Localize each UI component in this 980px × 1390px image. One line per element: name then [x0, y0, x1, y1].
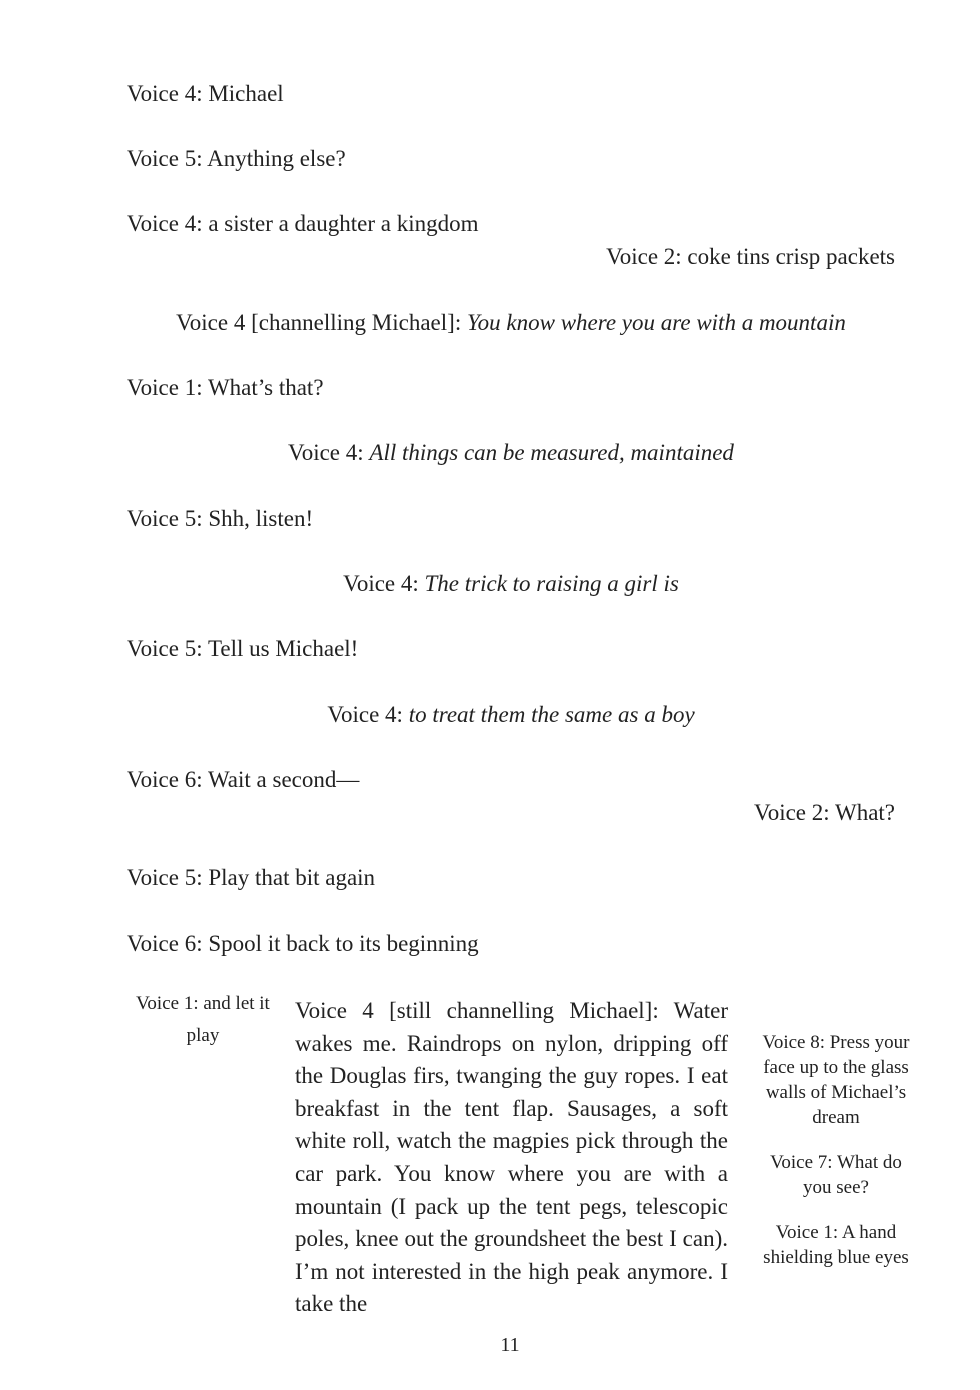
- speaker-label: Voice 5:: [127, 506, 203, 531]
- line-voice5-tell-us: [127, 635, 358, 663]
- left-column-voice1: Voice 1: and let it play: [136, 993, 270, 1046]
- line-voice4-same-as-boy: [0, 701, 980, 729]
- line-text: coke tins crisp packets: [687, 244, 895, 269]
- right-voice8: Voice 8: Press your face up to the glass walls of Michael’s dream: [762, 1032, 910, 1128]
- right-voice7: Voice 7: What do you see?: [770, 1152, 902, 1198]
- speaker-label: Voice 4:: [127, 211, 203, 236]
- line-text: All things can be measured, maintained: [369, 440, 734, 465]
- line-text: to treat them the same as a boy: [408, 702, 695, 727]
- line-voice4-channelling: [0, 309, 980, 337]
- speaker-label: Voice 4 [channelling Michael]:: [176, 310, 462, 335]
- line-text: What’s that?: [207, 375, 324, 400]
- line-voice5-listen: [127, 505, 313, 533]
- line-voice4-trick: [0, 570, 980, 598]
- line-voice4-michael: [127, 80, 284, 108]
- line-text: Michael: [208, 81, 284, 106]
- speaker-label: Voice 5:: [127, 636, 203, 661]
- line-voice5-play-again: [127, 864, 375, 892]
- speaker-label: Voice 4:: [343, 571, 419, 596]
- speaker-label: Voice 5:: [127, 865, 203, 890]
- line-voice2-what: [754, 799, 895, 827]
- right-column-voices: [754, 1030, 918, 1290]
- line-text: Play that bit again: [208, 865, 376, 890]
- line-text: Spool it back to its beginning: [208, 931, 479, 956]
- line-text: You know where you are with a mountain: [466, 310, 846, 335]
- line-text: Tell us Michael!: [207, 636, 359, 661]
- line-text: a sister a daughter a kingdom: [208, 211, 479, 236]
- line-voice6-spool: [127, 930, 479, 958]
- line-text: Anything else?: [207, 146, 346, 171]
- speaker-label: Voice 4:: [288, 440, 364, 465]
- speaker-label: Voice 6:: [127, 931, 203, 956]
- speaker-label: Voice 6:: [127, 767, 203, 792]
- line-voice6-wait: [127, 766, 359, 794]
- line-voice4-measured: [0, 439, 980, 467]
- line-text: The trick to raising a girl is: [424, 571, 679, 596]
- line-text: What?: [834, 800, 895, 825]
- line-voice4-kingdom: [127, 210, 479, 238]
- main-column-voice4-monologue: Voice 4 [still channelling Michael]: Water wakes me. Raindrops on nylon, dripping off the Douglas firs, twanging the guy ropes. I eat breakfast in the tent flap. Sausages, a soft white roll, watch the magpies pick through the car park. You know where you are with a mountain (I pack up the tent pegs, telescopic poles, knee out the groundsheet the best I can). I’m not interested in the high peak anymore. I take the: [295, 998, 728, 1317]
- line-voice5-anything-else: [127, 145, 346, 173]
- line-text: Wait a second—: [207, 767, 360, 792]
- speaker-label: Voice 2:: [754, 800, 830, 825]
- speaker-label: Voice 4:: [327, 702, 403, 727]
- speaker-label: Voice 2:: [606, 244, 682, 269]
- right-voice1: Voice 1: A hand shielding blue eyes: [763, 1222, 909, 1268]
- speaker-label: Voice 5:: [127, 146, 203, 171]
- line-text: Shh, listen!: [208, 506, 314, 531]
- line-voice1-whats-that: [127, 374, 324, 402]
- page-number: 11: [500, 1334, 520, 1356]
- line-voice2-coke-tins: [606, 243, 895, 271]
- speaker-label: Voice 4:: [127, 81, 203, 106]
- speaker-label: Voice 1:: [127, 375, 203, 400]
